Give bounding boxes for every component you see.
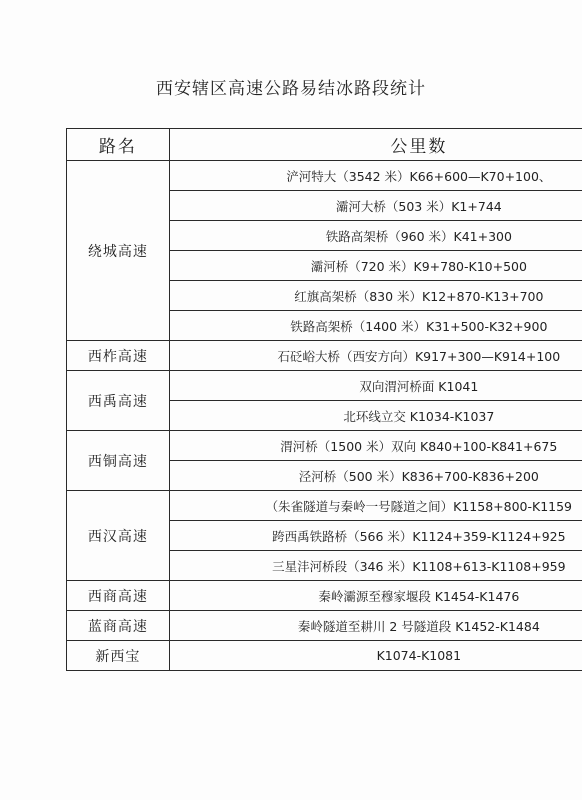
icing-road-table [66,128,582,671]
road-name-cell: 绕城高速 [67,161,170,341]
document-title: 西安辖区高速公路易结冰路段统计 [156,79,426,99]
kilometer-cell: 三星沣河桥段（346 米）K1108+613-K1108+959 [169,551,582,581]
kilometer-cell: 泾河桥（500 米）K836+700-K836+200 [169,461,582,491]
road-name-cell: 西禹高速 [67,371,170,431]
kilometer-cell: 北环线立交 K1034-K1037 [169,401,582,431]
table-header-row [67,129,582,161]
kilometer-cell: 秦岭隧道至耕川 2 号隧道段 K1452-K1484 [169,611,582,641]
road-name-cell: 新西宝 [67,641,170,671]
road-name-cell: 西商高速 [67,581,170,611]
kilometer-cell: 铁路高架桥（960 米）K41+300 [169,221,582,251]
kilometer-cell: 灞河大桥（503 米）K1+744 [169,191,582,221]
kilometer-cell: 浐河特大（3542 米）K66+600—K70+100、 [169,161,582,191]
kilometer-cell: 渭河桥（1500 米）双向 K840+100-K841+675 [169,431,582,461]
table-row [67,611,582,641]
road-name-cell: 蓝商高速 [67,611,170,641]
header-kilometers: 公里数 [169,129,582,161]
table-row [67,341,582,371]
table-row [67,431,582,461]
header-road-name: 路名 [67,129,170,161]
kilometer-cell: 跨西禹铁路桥（566 米）K1124+359-K1124+925 [169,521,582,551]
kilometer-cell: 双向渭河桥面 K1041 [169,371,582,401]
table-row [67,371,582,401]
road-name-cell: 西铜高速 [67,431,170,491]
kilometer-cell: K1074-K1081 [169,641,582,671]
kilometer-cell: 秦岭灞源至穆家堰段 K1454-K1476 [169,581,582,611]
table-row [67,491,582,521]
kilometer-cell: 石砭峪大桥（西安方向）K917+300—K914+100 [169,341,582,371]
table-row [67,161,582,191]
kilometer-cell: 铁路高架桥（1400 米）K31+500-K32+900 [169,311,582,341]
road-name-cell: 西柞高速 [67,341,170,371]
table-row [67,641,582,671]
table-row [67,581,582,611]
kilometer-cell: （朱雀隧道与秦岭一号隧道之间）K1158+800-K1159 [169,491,582,521]
kilometer-cell: 红旗高架桥（830 米）K12+870-K13+700 [169,281,582,311]
kilometer-cell: 灞河桥（720 米）K9+780-K10+500 [169,251,582,281]
road-name-cell: 西汉高速 [67,491,170,581]
